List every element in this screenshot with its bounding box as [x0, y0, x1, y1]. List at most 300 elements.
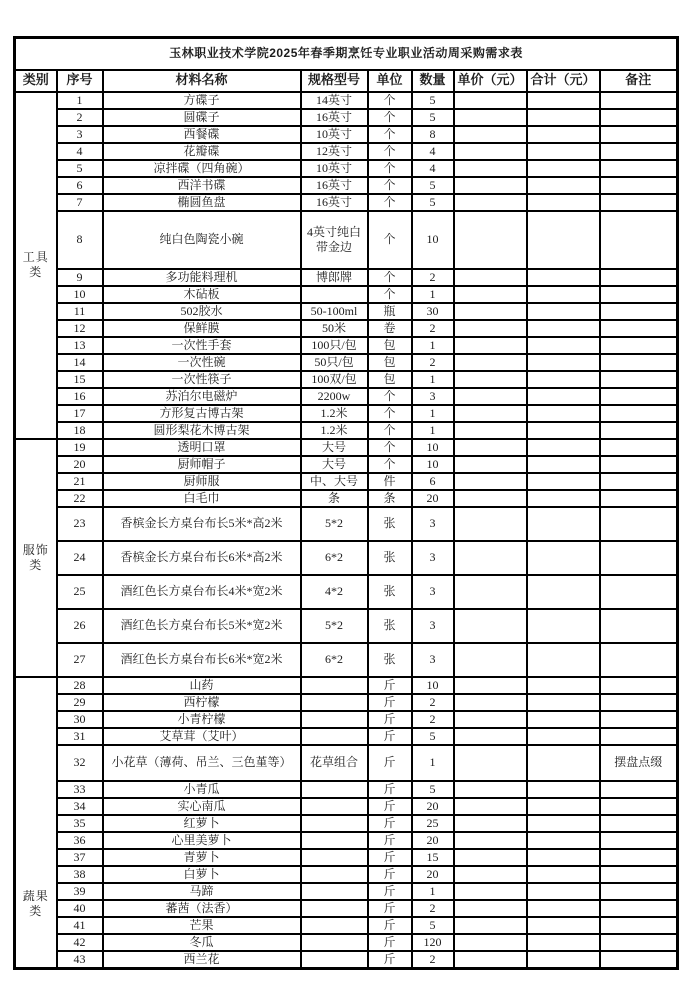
cell-remark — [600, 900, 678, 917]
cell-no: 22 — [57, 490, 103, 507]
cell-spec: 50只/包 — [301, 354, 368, 371]
cell-total — [527, 490, 600, 507]
table-row — [15, 798, 678, 815]
cell-name: 凉拌碟（四角碗） — [103, 160, 301, 177]
cell-price — [454, 143, 527, 160]
table-row — [15, 900, 678, 917]
cell-remark — [600, 160, 678, 177]
cell-price — [454, 883, 527, 900]
cell-name: 酒红色长方桌台布长6米*宽2米 — [103, 643, 301, 677]
table-row — [15, 745, 678, 781]
cell-spec — [301, 798, 368, 815]
cell-total — [527, 303, 600, 320]
cell-unit: 个 — [368, 388, 412, 405]
cell-no: 2 — [57, 109, 103, 126]
cell-name: 实心南瓜 — [103, 798, 301, 815]
cell-no: 12 — [57, 320, 103, 337]
cell-qty: 1 — [412, 883, 454, 900]
cell-name: 木砧板 — [103, 286, 301, 303]
cell-no: 29 — [57, 694, 103, 711]
cell-total — [527, 951, 600, 969]
cell-total — [527, 92, 600, 109]
cell-price — [454, 677, 527, 694]
cell-qty: 3 — [412, 643, 454, 677]
cell-spec: 50-100ml — [301, 303, 368, 320]
cell-spec — [301, 917, 368, 934]
cell-qty: 5 — [412, 177, 454, 194]
table-row — [15, 177, 678, 194]
table-row — [15, 211, 678, 269]
cell-remark — [600, 798, 678, 815]
header-cell: 序号 — [57, 70, 103, 92]
cell-qty: 5 — [412, 194, 454, 211]
table-row — [15, 609, 678, 643]
cell-total — [527, 354, 600, 371]
cell-qty: 1 — [412, 405, 454, 422]
cell-unit: 个 — [368, 177, 412, 194]
cell-price — [454, 109, 527, 126]
cell-name: 一次性筷子 — [103, 371, 301, 388]
cell-price — [454, 643, 527, 677]
cell-unit: 个 — [368, 92, 412, 109]
cell-spec: 大号 — [301, 439, 368, 456]
cell-no: 4 — [57, 143, 103, 160]
cell-total — [527, 160, 600, 177]
cell-price — [454, 473, 527, 490]
cell-unit: 个 — [368, 126, 412, 143]
cell-no: 36 — [57, 832, 103, 849]
cell-unit: 斤 — [368, 728, 412, 745]
cell-qty: 2 — [412, 320, 454, 337]
cell-qty: 2 — [412, 694, 454, 711]
cell-total — [527, 143, 600, 160]
cell-remark — [600, 694, 678, 711]
cell-qty: 2 — [412, 900, 454, 917]
cell-no: 27 — [57, 643, 103, 677]
cell-qty: 4 — [412, 160, 454, 177]
cell-name: 小青柠檬 — [103, 711, 301, 728]
cell-price — [454, 92, 527, 109]
cell-no: 13 — [57, 337, 103, 354]
cell-spec — [301, 286, 368, 303]
cell-no: 23 — [57, 507, 103, 541]
cell-qty: 5 — [412, 109, 454, 126]
category-cell: 蔬果类 — [15, 677, 57, 969]
cell-qty: 25 — [412, 815, 454, 832]
cell-unit: 个 — [368, 269, 412, 286]
cell-spec: 10英寸 — [301, 126, 368, 143]
cell-total — [527, 575, 600, 609]
table-row — [15, 917, 678, 934]
cell-unit: 斤 — [368, 815, 412, 832]
cell-unit: 斤 — [368, 798, 412, 815]
table-row — [15, 354, 678, 371]
cell-remark — [600, 143, 678, 160]
cell-name: 纯白色陶瓷小碗 — [103, 211, 301, 269]
cell-unit: 斤 — [368, 832, 412, 849]
cell-name: 方形复古博古架 — [103, 405, 301, 422]
category-cell: 工具类 — [15, 92, 57, 439]
cell-price — [454, 269, 527, 286]
cell-name: 多功能料理机 — [103, 269, 301, 286]
cell-spec: 16英寸 — [301, 109, 368, 126]
cell-total — [527, 405, 600, 422]
cell-total — [527, 917, 600, 934]
table-row — [15, 422, 678, 439]
cell-unit: 包 — [368, 337, 412, 354]
cell-price — [454, 866, 527, 883]
table-row — [15, 951, 678, 969]
cell-remark — [600, 456, 678, 473]
cell-name: 芒果 — [103, 917, 301, 934]
cell-name: 方碟子 — [103, 92, 301, 109]
cell-unit: 斤 — [368, 694, 412, 711]
table-row — [15, 320, 678, 337]
cell-price — [454, 745, 527, 781]
cell-qty: 120 — [412, 934, 454, 951]
cell-unit: 张 — [368, 575, 412, 609]
cell-price — [454, 849, 527, 866]
header-cell: 数量 — [412, 70, 454, 92]
cell-name: 小青瓜 — [103, 781, 301, 798]
cell-remark: 摆盘点缀 — [600, 745, 678, 781]
cell-no: 10 — [57, 286, 103, 303]
cell-remark — [600, 473, 678, 490]
cell-unit: 斤 — [368, 900, 412, 917]
cell-remark — [600, 194, 678, 211]
cell-name: 厨师帽子 — [103, 456, 301, 473]
cell-no: 32 — [57, 745, 103, 781]
cell-name: 花瓣碟 — [103, 143, 301, 160]
cell-no: 40 — [57, 900, 103, 917]
cell-no: 30 — [57, 711, 103, 728]
table-row — [15, 371, 678, 388]
cell-no: 26 — [57, 609, 103, 643]
cell-spec: 16英寸 — [301, 177, 368, 194]
table-row — [15, 934, 678, 951]
cell-no: 19 — [57, 439, 103, 456]
cell-no: 21 — [57, 473, 103, 490]
cell-qty: 1 — [412, 337, 454, 354]
cell-qty: 15 — [412, 849, 454, 866]
cell-remark — [600, 337, 678, 354]
header-cell: 类别 — [15, 70, 57, 92]
cell-spec — [301, 883, 368, 900]
cell-total — [527, 473, 600, 490]
cell-total — [527, 109, 600, 126]
cell-spec: 12英寸 — [301, 143, 368, 160]
cell-price — [454, 832, 527, 849]
cell-unit: 包 — [368, 371, 412, 388]
cell-unit: 斤 — [368, 883, 412, 900]
cell-price — [454, 388, 527, 405]
cell-total — [527, 832, 600, 849]
cell-price — [454, 781, 527, 798]
table-row — [15, 694, 678, 711]
cell-qty: 3 — [412, 609, 454, 643]
table-row — [15, 303, 678, 320]
cell-total — [527, 507, 600, 541]
cell-price — [454, 405, 527, 422]
cell-name: 冬瓜 — [103, 934, 301, 951]
cell-qty: 2 — [412, 711, 454, 728]
cell-total — [527, 643, 600, 677]
cell-name: 香槟金长方桌台布长6米*高2米 — [103, 541, 301, 575]
cell-spec: 2200w — [301, 388, 368, 405]
cell-spec — [301, 677, 368, 694]
cell-remark — [600, 781, 678, 798]
cell-no: 14 — [57, 354, 103, 371]
cell-remark — [600, 917, 678, 934]
cell-name: 青萝卜 — [103, 849, 301, 866]
cell-qty: 3 — [412, 575, 454, 609]
cell-spec: 花草组合 — [301, 745, 368, 781]
cell-unit: 条 — [368, 490, 412, 507]
cell-unit: 个 — [368, 160, 412, 177]
cell-spec — [301, 815, 368, 832]
table-row — [15, 728, 678, 745]
cell-total — [527, 541, 600, 575]
cell-no: 3 — [57, 126, 103, 143]
cell-price — [454, 934, 527, 951]
cell-spec: 4*2 — [301, 575, 368, 609]
cell-qty: 5 — [412, 917, 454, 934]
cell-spec — [301, 781, 368, 798]
cell-spec — [301, 849, 368, 866]
cell-spec — [301, 934, 368, 951]
cell-qty: 2 — [412, 269, 454, 286]
table-row — [15, 711, 678, 728]
cell-no: 20 — [57, 456, 103, 473]
procurement-table — [13, 36, 679, 970]
cell-qty: 2 — [412, 354, 454, 371]
cell-name: 马蹄 — [103, 883, 301, 900]
cell-no: 7 — [57, 194, 103, 211]
cell-name: 山药 — [103, 677, 301, 694]
table-row — [15, 643, 678, 677]
cell-total — [527, 456, 600, 473]
cell-qty: 2 — [412, 951, 454, 969]
cell-unit: 张 — [368, 643, 412, 677]
cell-total — [527, 388, 600, 405]
cell-name: 酒红色长方桌台布长5米*宽2米 — [103, 609, 301, 643]
cell-no: 25 — [57, 575, 103, 609]
cell-name: 红萝卜 — [103, 815, 301, 832]
cell-no: 31 — [57, 728, 103, 745]
cell-no: 1 — [57, 92, 103, 109]
cell-no: 11 — [57, 303, 103, 320]
cell-remark — [600, 677, 678, 694]
cell-unit: 包 — [368, 354, 412, 371]
cell-qty: 5 — [412, 92, 454, 109]
cell-unit: 斤 — [368, 917, 412, 934]
header-cell: 合计（元） — [527, 70, 600, 92]
cell-price — [454, 951, 527, 969]
cell-no: 41 — [57, 917, 103, 934]
cell-remark — [600, 883, 678, 900]
cell-spec: 5*2 — [301, 507, 368, 541]
cell-qty: 30 — [412, 303, 454, 320]
cell-remark — [600, 849, 678, 866]
cell-spec: 14英寸 — [301, 92, 368, 109]
cell-total — [527, 866, 600, 883]
cell-qty: 10 — [412, 439, 454, 456]
table-row — [15, 269, 678, 286]
cell-remark — [600, 866, 678, 883]
cell-qty: 20 — [412, 832, 454, 849]
cell-total — [527, 609, 600, 643]
cell-unit: 斤 — [368, 934, 412, 951]
cell-name: 心里美萝卜 — [103, 832, 301, 849]
table-row — [15, 849, 678, 866]
cell-qty: 10 — [412, 211, 454, 269]
table-row — [15, 575, 678, 609]
table-row — [15, 143, 678, 160]
cell-unit: 个 — [368, 422, 412, 439]
header-row — [15, 70, 678, 92]
cell-name: 一次性碗 — [103, 354, 301, 371]
cell-spec: 中、大号 — [301, 473, 368, 490]
cell-name: 白萝卜 — [103, 866, 301, 883]
cell-price — [454, 575, 527, 609]
table-row — [15, 109, 678, 126]
cell-unit: 个 — [368, 109, 412, 126]
table-row — [15, 160, 678, 177]
table-row — [15, 866, 678, 883]
cell-price — [454, 303, 527, 320]
cell-total — [527, 711, 600, 728]
cell-name: 酒红色长方桌台布长4米*宽2米 — [103, 575, 301, 609]
table-row — [15, 194, 678, 211]
table-row — [15, 883, 678, 900]
cell-no: 6 — [57, 177, 103, 194]
cell-spec — [301, 866, 368, 883]
cell-remark — [600, 303, 678, 320]
cell-spec: 100只/包 — [301, 337, 368, 354]
cell-remark — [600, 832, 678, 849]
cell-remark — [600, 371, 678, 388]
cell-name: 圆形梨花木博古架 — [103, 422, 301, 439]
cell-spec — [301, 728, 368, 745]
cell-name: 保鲜膜 — [103, 320, 301, 337]
cell-qty: 10 — [412, 677, 454, 694]
cell-unit: 斤 — [368, 677, 412, 694]
cell-spec — [301, 694, 368, 711]
table-row — [15, 677, 678, 694]
cell-no: 28 — [57, 677, 103, 694]
cell-spec: 5*2 — [301, 609, 368, 643]
cell-price — [454, 422, 527, 439]
cell-unit: 个 — [368, 143, 412, 160]
cell-total — [527, 422, 600, 439]
table-row — [15, 507, 678, 541]
cell-total — [527, 934, 600, 951]
cell-remark — [600, 388, 678, 405]
cell-unit: 张 — [368, 609, 412, 643]
cell-total — [527, 320, 600, 337]
cell-qty: 6 — [412, 473, 454, 490]
cell-name: 一次性手套 — [103, 337, 301, 354]
cell-no: 9 — [57, 269, 103, 286]
cell-total — [527, 177, 600, 194]
cell-price — [454, 286, 527, 303]
cell-name: 圆碟子 — [103, 109, 301, 126]
cell-qty: 1 — [412, 422, 454, 439]
cell-unit: 个 — [368, 286, 412, 303]
cell-price — [454, 815, 527, 832]
cell-unit: 个 — [368, 439, 412, 456]
header-cell: 单位 — [368, 70, 412, 92]
cell-unit: 斤 — [368, 849, 412, 866]
cell-total — [527, 745, 600, 781]
cell-qty: 5 — [412, 728, 454, 745]
cell-remark — [600, 354, 678, 371]
cell-remark — [600, 177, 678, 194]
cell-no: 33 — [57, 781, 103, 798]
cell-unit: 斤 — [368, 745, 412, 781]
cell-price — [454, 900, 527, 917]
cell-total — [527, 286, 600, 303]
cell-qty: 3 — [412, 507, 454, 541]
cell-total — [527, 677, 600, 694]
table-row — [15, 541, 678, 575]
cell-unit: 个 — [368, 194, 412, 211]
cell-name: 蕃茜（法香） — [103, 900, 301, 917]
cell-no: 18 — [57, 422, 103, 439]
cell-no: 16 — [57, 388, 103, 405]
table-row — [15, 456, 678, 473]
cell-unit: 斤 — [368, 951, 412, 969]
table-row — [15, 388, 678, 405]
cell-total — [527, 126, 600, 143]
cell-name: 苏泊尔电磁炉 — [103, 388, 301, 405]
cell-no: 35 — [57, 815, 103, 832]
cell-price — [454, 126, 527, 143]
cell-name: 小花草（薄荷、吊兰、三色堇等） — [103, 745, 301, 781]
cell-unit: 个 — [368, 456, 412, 473]
cell-qty: 1 — [412, 371, 454, 388]
cell-unit: 卷 — [368, 320, 412, 337]
cell-total — [527, 883, 600, 900]
cell-remark — [600, 126, 678, 143]
cell-spec: 条 — [301, 490, 368, 507]
cell-qty: 3 — [412, 541, 454, 575]
cell-unit: 斤 — [368, 781, 412, 798]
cell-spec: 1.2米 — [301, 422, 368, 439]
cell-name: 西洋书碟 — [103, 177, 301, 194]
cell-name: 西柠檬 — [103, 694, 301, 711]
cell-remark — [600, 490, 678, 507]
cell-remark — [600, 92, 678, 109]
cell-price — [454, 694, 527, 711]
cell-no: 37 — [57, 849, 103, 866]
cell-remark — [600, 269, 678, 286]
cell-unit: 张 — [368, 507, 412, 541]
header-cell: 备注 — [600, 70, 678, 92]
cell-remark — [600, 286, 678, 303]
cell-unit: 张 — [368, 541, 412, 575]
cell-unit: 斤 — [368, 711, 412, 728]
cell-name: 椭圆鱼盘 — [103, 194, 301, 211]
cell-spec: 100双/包 — [301, 371, 368, 388]
cell-qty: 10 — [412, 456, 454, 473]
cell-price — [454, 160, 527, 177]
cell-price — [454, 798, 527, 815]
cell-remark — [600, 711, 678, 728]
cell-qty: 20 — [412, 866, 454, 883]
cell-unit: 瓶 — [368, 303, 412, 320]
header-cell: 单价（元） — [454, 70, 527, 92]
